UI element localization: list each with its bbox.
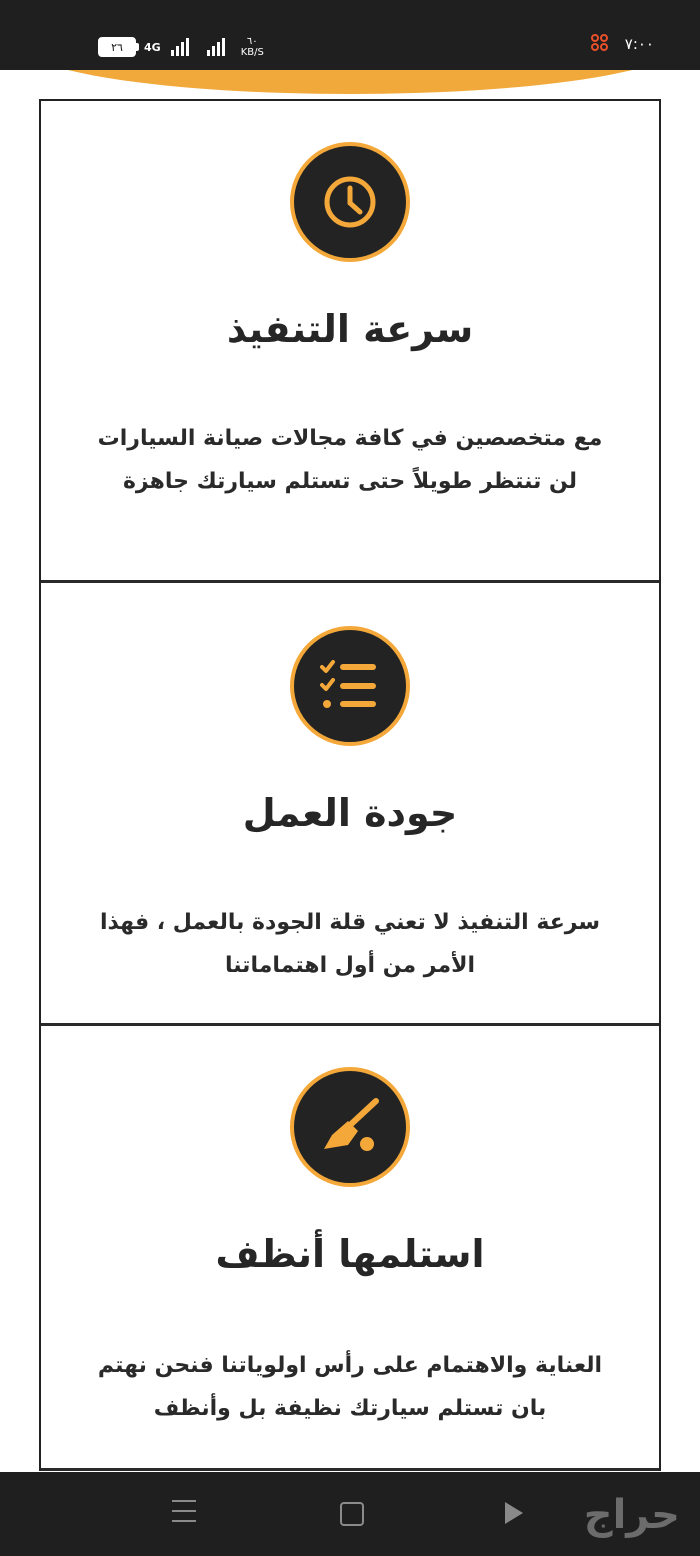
signal-secondary-icon [207,38,225,56]
network-speed [241,36,264,58]
status-bar [0,0,700,70]
signal-icon [171,38,189,56]
battery-icon [98,37,136,57]
feature-title: جودة العمل [242,791,458,835]
status-time: ٧:٠٠ [624,35,654,53]
back-button[interactable] [505,1502,523,1524]
battery-level: ٢٦ [111,40,123,54]
network-type-label: 4G [144,40,161,54]
clock-icon [290,142,410,262]
notification-app-icon [591,34,611,54]
feature-description: العناية والاهتمام على رأس اولوياتنا فنحن نهتم بان تستلم سيارتك نظيفة بل وأنظف [97,1353,603,1421]
feature-description: سرعة التنفيذ لا تعني قلة الجودة بالعمل ، فهذا الأمر من أول اهتماماتنا [99,910,601,978]
network-speed-value: ٦٠ [246,36,258,47]
feature-card-clean [41,1026,659,1471]
feature-card-quality [41,583,659,1026]
status-right-cluster [591,34,654,54]
checklist-icon [290,626,410,746]
feature-title: استلمها أنظف [215,1232,485,1276]
haraj-watermark: حراج [583,1492,680,1538]
feature-title: سرعة التنفيذ [226,307,474,351]
home-button[interactable] [340,1502,364,1526]
network-speed-unit: KB/S [240,47,264,58]
recent-apps-button[interactable] [172,1500,196,1530]
status-left-cluster [98,36,264,58]
broom-icon [290,1067,410,1187]
system-nav-bar [0,1472,700,1556]
features-list [39,99,661,1471]
feature-card-speed [41,101,659,583]
feature-description: مع متخصصين في كافة مجالات صيانة السيارات لن تنتظر طويلاً حتى تستلم سيارتك جاهزة [97,426,603,494]
